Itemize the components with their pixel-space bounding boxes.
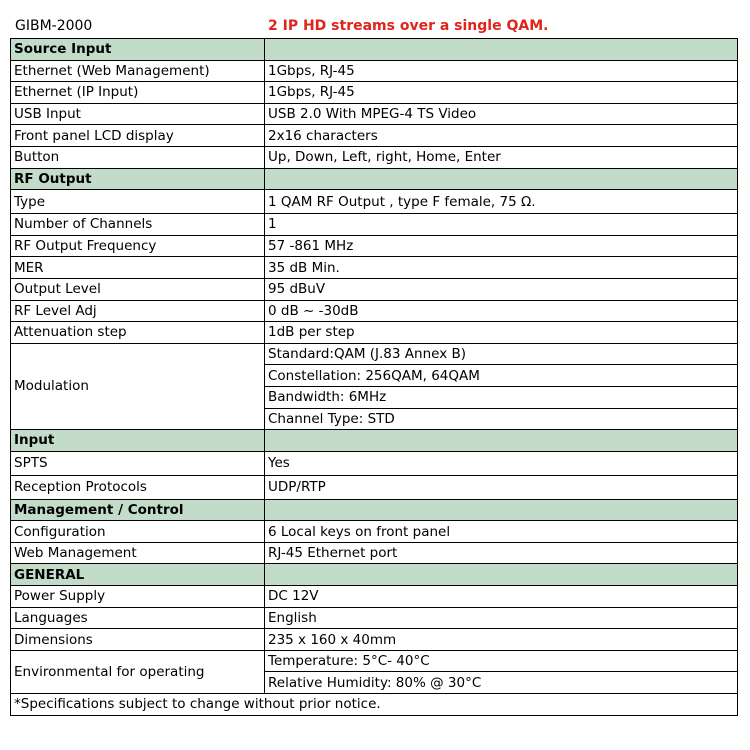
row-label: Type xyxy=(11,190,265,214)
row-label: Web Management xyxy=(11,542,265,564)
row-value: 6 Local keys on front panel xyxy=(265,521,738,543)
table-row xyxy=(11,60,738,82)
footnote: *Specifications subject to change without prior notice. xyxy=(11,694,738,716)
row-value: 1Gbps, RJ-45 xyxy=(265,82,738,104)
table-row xyxy=(11,343,738,365)
section-rf-output xyxy=(11,168,738,190)
table-row xyxy=(11,214,738,236)
section-management xyxy=(11,499,738,521)
row-value: UDP/RTP xyxy=(265,475,738,499)
row-value: Up, Down, Left, right, Home, Enter xyxy=(265,146,738,168)
row-value: Bandwidth: 6MHz xyxy=(265,386,738,408)
row-value: 235 x 160 x 40mm xyxy=(265,629,738,651)
row-label: Attenuation step xyxy=(11,322,265,344)
row-value: 1 QAM RF Output , type F female, 75 Ω. xyxy=(265,190,738,214)
table-row xyxy=(11,586,738,608)
row-value: 1Gbps, RJ-45 xyxy=(265,60,738,82)
table-row xyxy=(11,542,738,564)
row-label: MER xyxy=(11,257,265,279)
table-row xyxy=(11,521,738,543)
table-row xyxy=(11,125,738,147)
row-label: Output Level xyxy=(11,278,265,300)
row-label: Reception Protocols xyxy=(11,475,265,499)
spec-header xyxy=(10,16,737,38)
row-value: 2x16 characters xyxy=(265,125,738,147)
table-row xyxy=(11,278,738,300)
row-value: 1 xyxy=(265,214,738,236)
row-value: Channel Type: STD xyxy=(265,408,738,430)
table-row xyxy=(11,607,738,629)
row-label: Power Supply xyxy=(11,586,265,608)
table-row xyxy=(11,257,738,279)
table-row xyxy=(11,475,738,499)
table-row xyxy=(11,190,738,214)
section-title: Management / Control xyxy=(11,499,265,521)
row-value: Standard:QAM (J.83 Annex B) xyxy=(265,343,738,365)
table-row xyxy=(11,451,738,475)
row-value: 1dB per step xyxy=(265,322,738,344)
row-label: SPTS xyxy=(11,451,265,475)
table-row xyxy=(11,322,738,344)
row-label: Front panel LCD display xyxy=(11,125,265,147)
row-label: Environmental for operating xyxy=(11,650,265,693)
section-title: Source Input xyxy=(11,39,265,61)
row-value: Yes xyxy=(265,451,738,475)
section-title: Input xyxy=(11,430,265,452)
table-row xyxy=(11,650,738,672)
table-row xyxy=(11,629,738,651)
tagline: 2 IP HD streams over a single QAM. xyxy=(268,18,549,34)
row-value: Constellation: 256QAM, 64QAM xyxy=(265,365,738,387)
row-value: RJ-45 Ethernet port xyxy=(265,542,738,564)
table-row xyxy=(11,82,738,104)
row-value: 57 -861 MHz xyxy=(265,235,738,257)
table-row xyxy=(11,146,738,168)
row-value: Relative Humidity: 80% @ 30°C xyxy=(265,672,738,694)
footnote-row xyxy=(11,694,738,716)
row-label: Configuration xyxy=(11,521,265,543)
section-title: RF Output xyxy=(11,168,265,190)
row-value: English xyxy=(265,607,738,629)
row-value: 0 dB ~ -30dB xyxy=(265,300,738,322)
row-value: Temperature: 5°C- 40°C xyxy=(265,650,738,672)
table-row xyxy=(11,103,738,125)
row-label: Button xyxy=(11,146,265,168)
row-label: Languages xyxy=(11,607,265,629)
row-label: Ethernet (Web Management) xyxy=(11,60,265,82)
table-row xyxy=(11,235,738,257)
model-name: GIBM-2000 xyxy=(15,18,93,34)
row-value: DC 12V xyxy=(265,586,738,608)
section-general xyxy=(11,564,738,586)
table-row xyxy=(11,300,738,322)
row-label: Ethernet (IP Input) xyxy=(11,82,265,104)
spec-table xyxy=(10,38,738,716)
row-value: USB 2.0 With MPEG-4 TS Video xyxy=(265,103,738,125)
section-input xyxy=(11,430,738,452)
row-label: Modulation xyxy=(11,343,265,429)
section-source-input xyxy=(11,39,738,61)
section-title: GENERAL xyxy=(11,564,265,586)
row-label: Number of Channels xyxy=(11,214,265,236)
row-label: RF Level Adj xyxy=(11,300,265,322)
row-label: Dimensions xyxy=(11,629,265,651)
row-label: USB Input xyxy=(11,103,265,125)
row-value: 35 dB Min. xyxy=(265,257,738,279)
row-label: RF Output Frequency xyxy=(11,235,265,257)
row-value: 95 dBuV xyxy=(265,278,738,300)
